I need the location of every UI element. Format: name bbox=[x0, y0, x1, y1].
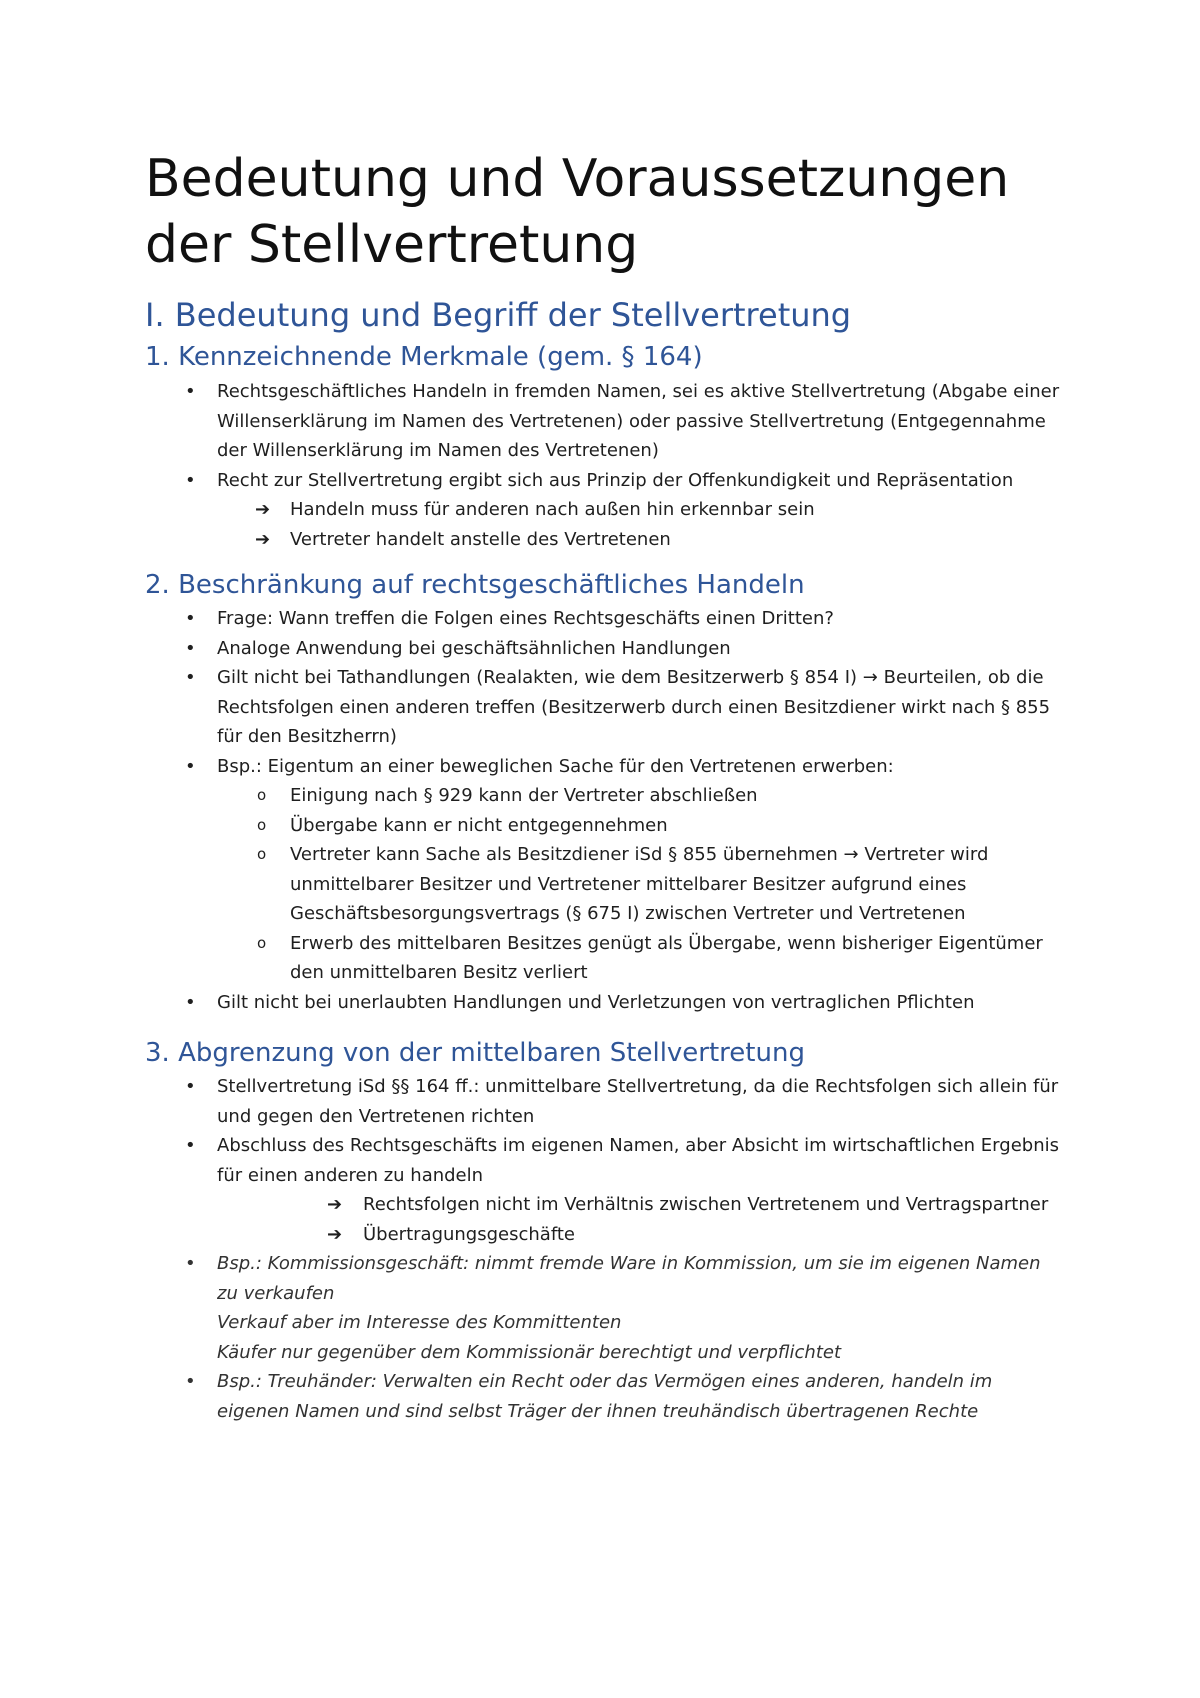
sub-list-item: o Einigung nach § 929 kann der Vertreter abschließen bbox=[145, 781, 1065, 811]
arrow-list-item: ➔ Übertragungsgeschäfte bbox=[145, 1220, 1065, 1250]
list-item: • Abschluss des Rechtsgeschäfts im eigenen Namen, aber Absicht im wirtschaftlichen Ergebnis für einen anderen zu handeln bbox=[145, 1131, 1065, 1190]
example-list-item bbox=[145, 1249, 1065, 1367]
list-item: • Rechtsgeschäftliches Handeln in fremden Namen, sei es aktive Stellvertretung (Abgabe einer Willenserklärung im Namen des Vertretenen) oder passive Stellvertretung (Entgegennahme der Willenserklärung im Namen des Vertretenen) bbox=[145, 377, 1065, 466]
section-heading-1: I. Bedeutung und Begriff der Stellvertretung bbox=[145, 296, 852, 334]
example-line: Verkauf aber im Interesse des Kommittenten bbox=[217, 1312, 622, 1333]
list-item: • Stellvertretung iSd §§ 164 ff.: unmittelbare Stellvertretung, da die Rechtsfolgen sich allein für und gegen den Vertretenen richten bbox=[145, 1072, 1065, 1131]
list-item: • Gilt nicht bei Tathandlungen (Realakten, wie dem Besitzerwerb § 854 I) → Beurteilen, ob die Rechtsfolgen einen anderen treffen (Besitzerwerb durch einen Besitzdiener wirkt nach § 855 für den Besitzherrn) bbox=[145, 663, 1065, 752]
sub-list-item: o Übergabe kann er nicht entgegennehmen bbox=[145, 811, 1065, 841]
subsection-heading-2: 2. Beschränkung auf rechtsgeschäftliches Handeln bbox=[145, 570, 805, 600]
list-item: • Recht zur Stellvertretung ergibt sich aus Prinzip der Offenkundigkeit und Repräsentation bbox=[145, 466, 1065, 496]
document-title: Bedeutung und Voraussetzungen der Stellvertretung bbox=[145, 149, 1010, 275]
list-item: • Bsp.: Eigentum an einer beweglichen Sache für den Vertretenen erwerben: bbox=[145, 752, 1065, 782]
example-line: • Bsp.: Kommissionsgeschäft: nimmt fremde Ware in Kommission, um sie im eigenen Namen zu verkaufen bbox=[217, 1253, 1041, 1304]
subsection-2-list bbox=[145, 604, 1065, 1017]
sub-list-item: o Erwerb des mittelbaren Besitzes genügt als Übergabe, wenn bisheriger Eigentümer den unmittelbaren Besitz verliert bbox=[145, 929, 1065, 988]
list-item: • Frage: Wann treffen die Folgen eines Rechtsgeschäfts einen Dritten? bbox=[145, 604, 1065, 634]
subsection-3-list bbox=[145, 1072, 1065, 1426]
example-line: Käufer nur gegenüber dem Kommissionär berechtigt und verpflichtet bbox=[217, 1341, 842, 1363]
arrow-list-item: ➔ Rechtsfolgen nicht im Verhältnis zwischen Vertretenem und Vertragspartner bbox=[145, 1190, 1065, 1220]
arrow-list-item: ➔ Handeln muss für anderen nach außen hin erkennbar sein bbox=[145, 495, 1065, 525]
example-list-item: • Bsp.: Treuhänder: Verwalten ein Recht oder das Vermögen eines anderen, handeln im eigenen Namen und sind selbst Träger der ihnen treuhändisch übertragenen Rechte bbox=[145, 1367, 1065, 1426]
list-item: • Gilt nicht bei unerlaubten Handlungen und Verletzungen von vertraglichen Pflichten bbox=[145, 988, 1065, 1018]
subsection-heading-1: 1. Kennzeichnende Merkmale (gem. § 164) bbox=[145, 342, 703, 372]
arrow-list-item: ➔ Vertreter handelt anstelle des Vertretenen bbox=[145, 525, 1065, 555]
subsection-heading-3: 3. Abgrenzung von der mittelbaren Stellvertretung bbox=[145, 1038, 805, 1068]
sub-list-item: o Vertreter kann Sache als Besitzdiener iSd § 855 übernehmen → Vertreter wird unmittelbarer Besitzer und Vertretener mittelbarer Besitzer aufgrund eines Geschäftsbesorgungsvertrags (§ 675 I) zwischen Vertreter und Vertretenen bbox=[145, 840, 1065, 929]
subsection-1-list bbox=[145, 377, 1065, 554]
list-item: • Analoge Anwendung bei geschäftsähnlichen Handlungen bbox=[145, 634, 1065, 664]
